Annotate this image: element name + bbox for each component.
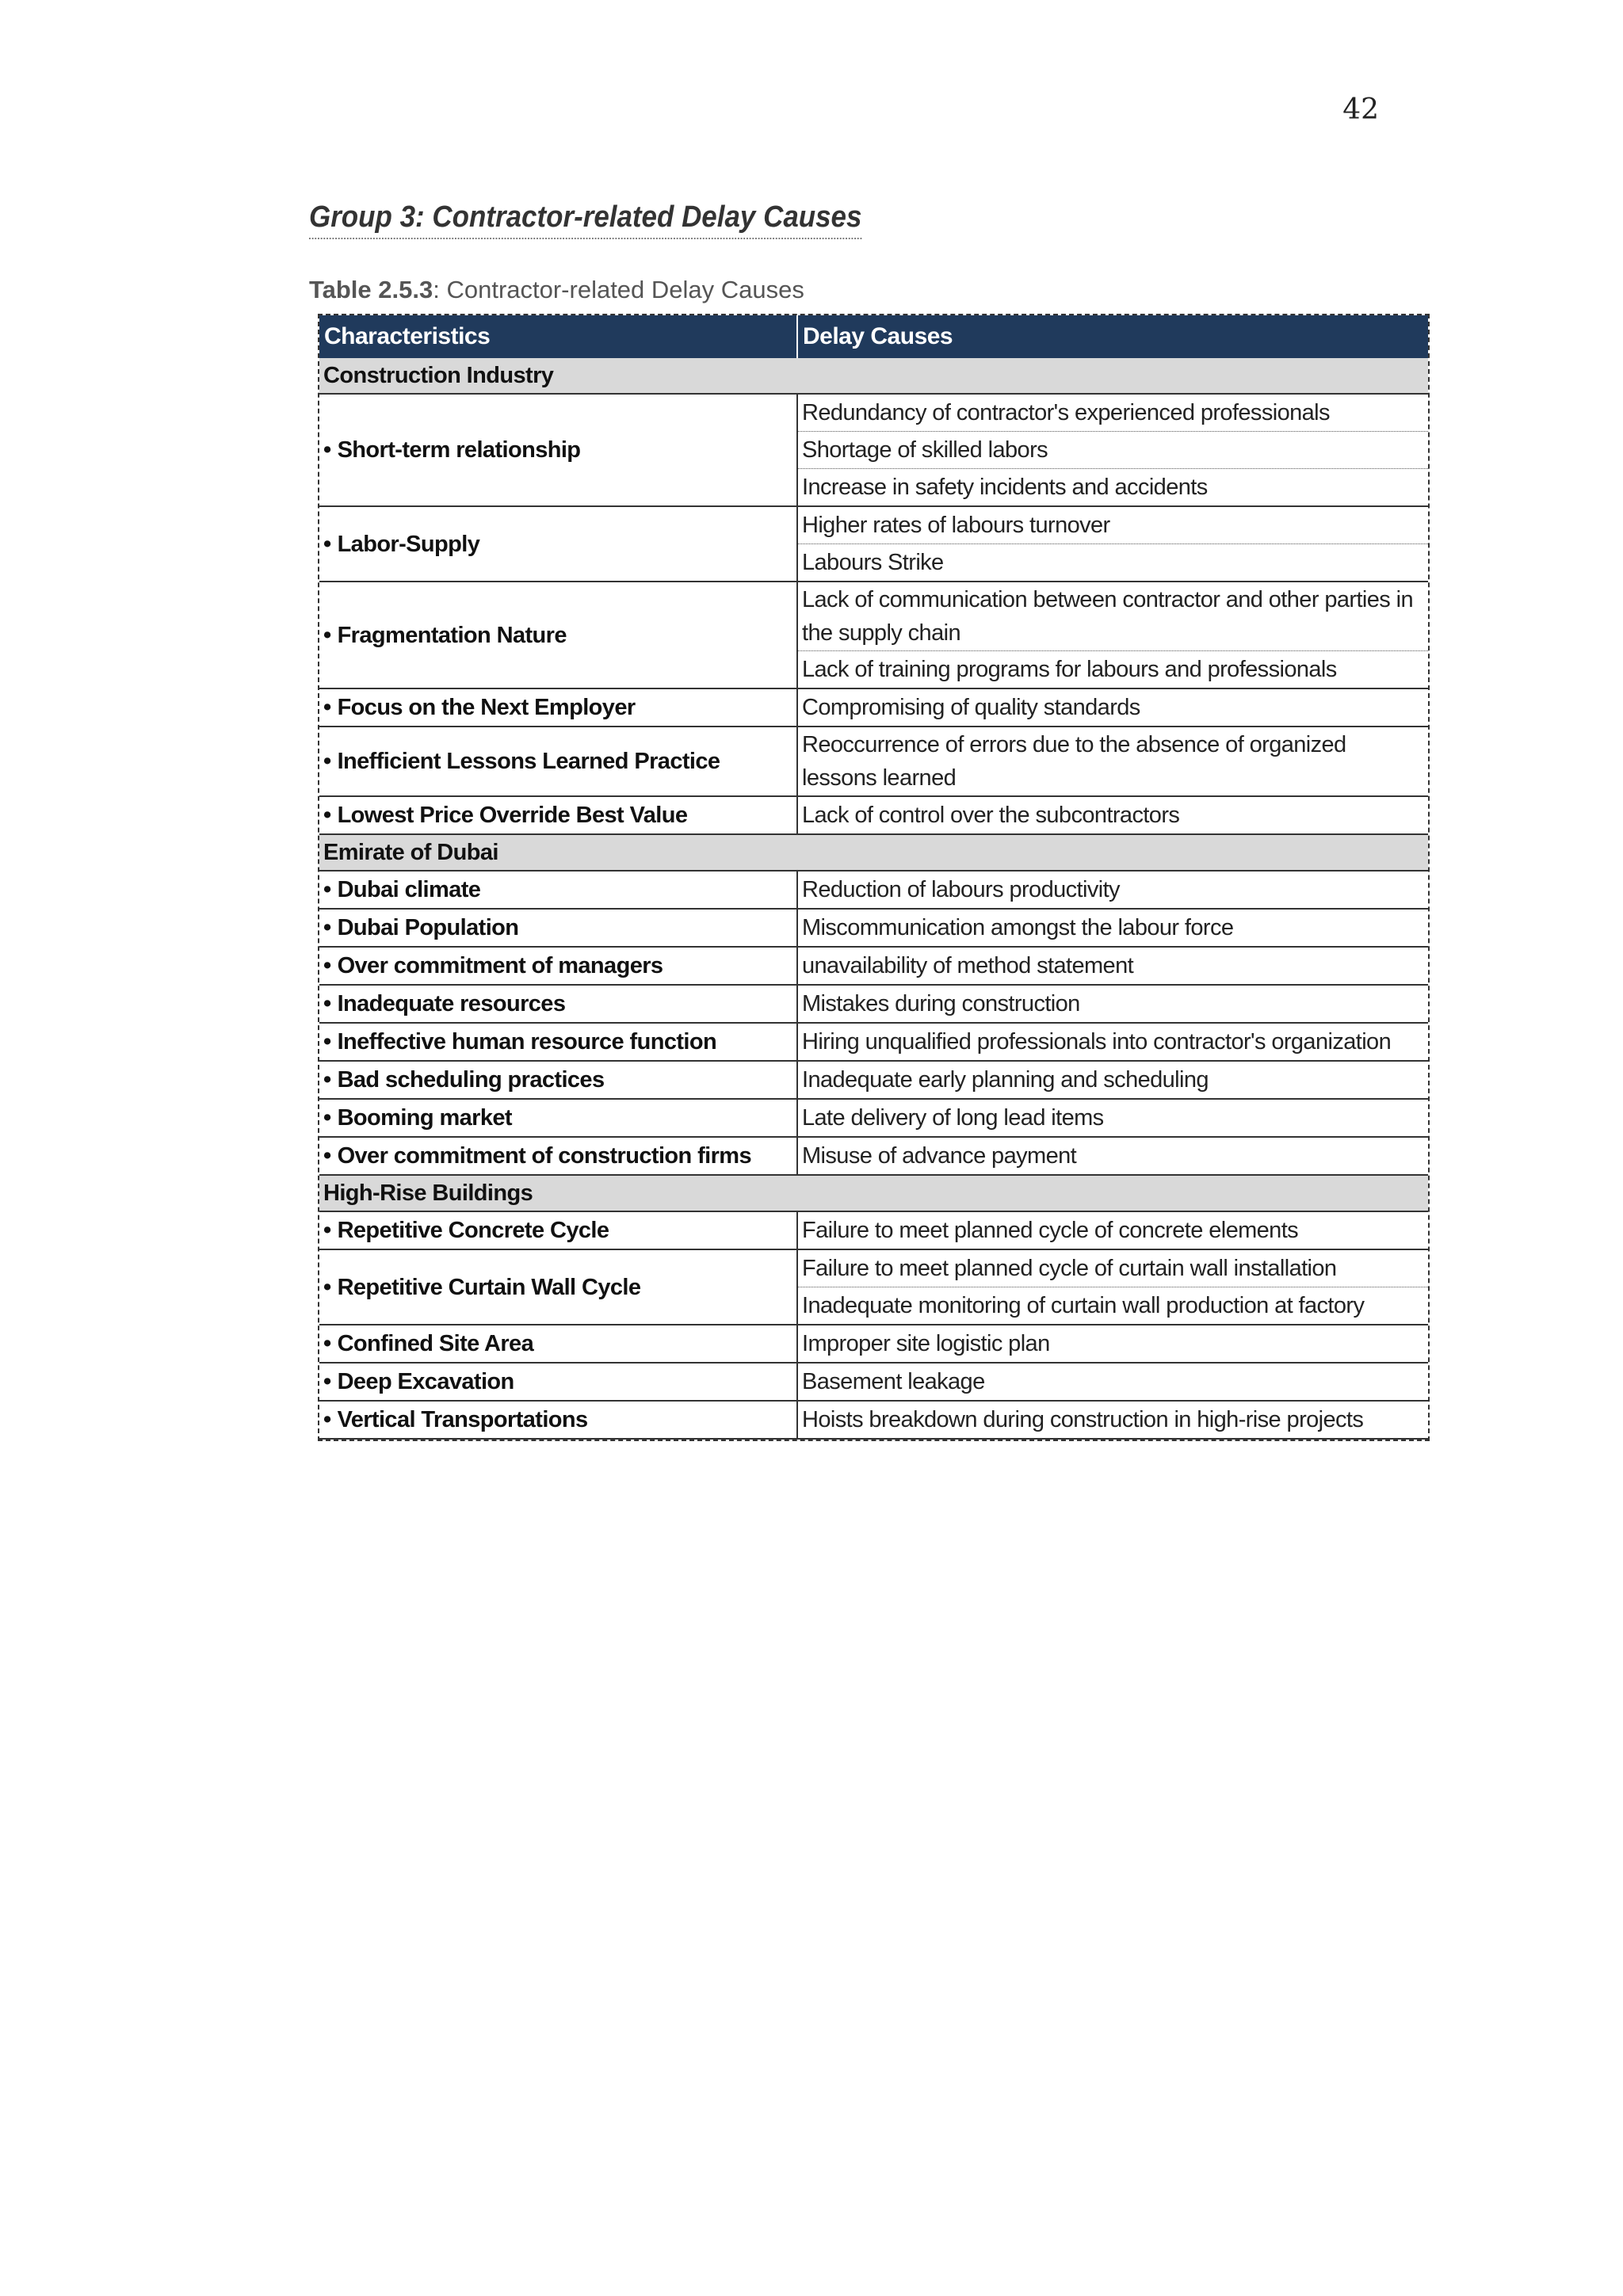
table-body <box>319 358 1428 1439</box>
table-row <box>319 1249 1428 1287</box>
characteristic-cell <box>319 727 797 796</box>
characteristic-cell <box>319 1061 797 1099</box>
characteristic-cell <box>319 985 797 1023</box>
table-row <box>319 1401 1428 1439</box>
table-row <box>319 582 1428 651</box>
delay-cause-cell: Inadequate monitoring of curtain wall production at factory <box>797 1287 1428 1325</box>
table-row <box>319 394 1428 432</box>
section-row <box>319 1175 1428 1211</box>
delay-cause-cell: Redundancy of contractor's experienced professionals <box>797 394 1428 432</box>
bullet-icon: • <box>323 622 331 648</box>
characteristic-cell <box>319 506 797 582</box>
characteristic-cell <box>319 582 797 688</box>
characteristic-cell <box>319 1099 797 1137</box>
characteristic-cell <box>319 1211 797 1249</box>
table-row <box>319 1325 1428 1363</box>
table-caption <box>309 276 804 304</box>
delay-cause-cell: Lack of training programs for labours and professionals <box>797 651 1428 689</box>
characteristic-label: Focus on the Next Employer <box>337 695 636 720</box>
characteristic-cell <box>319 871 797 909</box>
table-row <box>319 947 1428 985</box>
bullet-icon: • <box>323 1143 331 1169</box>
table-row <box>319 796 1428 834</box>
bullet-icon: • <box>323 915 331 940</box>
delay-cause-cell: Lack of control over the subcontractors <box>797 796 1428 834</box>
table-row <box>319 727 1428 796</box>
characteristic-cell <box>319 1249 797 1325</box>
characteristic-label: Inadequate resources <box>337 991 566 1016</box>
delay-cause-cell: Shortage of skilled labors <box>797 432 1428 469</box>
characteristic-label: Over commitment of construction firms <box>337 1143 752 1169</box>
section-row <box>319 358 1428 394</box>
characteristic-label: Short-term relationship <box>337 437 581 463</box>
bullet-icon: • <box>323 1067 331 1093</box>
characteristic-cell <box>319 1363 797 1401</box>
delay-cause-cell: Failure to meet planned cycle of concrete elements <box>797 1211 1428 1249</box>
delay-cause-cell: Higher rates of labours turnover <box>797 506 1428 544</box>
characteristic-label: Dubai Population <box>337 915 519 940</box>
bullet-icon: • <box>323 1218 331 1243</box>
bullet-icon: • <box>323 1105 331 1131</box>
table-row <box>319 1023 1428 1061</box>
delay-cause-cell: Hoists breakdown during construction in high-rise projects <box>797 1401 1428 1439</box>
characteristic-label: Repetitive Curtain Wall Cycle <box>337 1274 641 1300</box>
characteristic-label: Ineffective human resource function <box>337 1029 717 1055</box>
characteristic-label: Fragmentation Nature <box>337 622 567 648</box>
bullet-icon: • <box>323 953 331 978</box>
delay-cause-cell: Compromising of quality standards <box>797 688 1428 727</box>
bullet-icon: • <box>323 437 331 463</box>
characteristic-label: Bad scheduling practices <box>337 1067 605 1093</box>
characteristic-label: Repetitive Concrete Cycle <box>337 1218 609 1243</box>
characteristic-cell <box>319 394 797 506</box>
delay-causes-table <box>319 315 1428 1440</box>
bullet-icon: • <box>323 695 331 720</box>
table-row <box>319 1099 1428 1137</box>
delay-cause-cell: Improper site logistic plan <box>797 1325 1428 1363</box>
table-header-row <box>319 315 1428 358</box>
page-number: 42 <box>1342 93 1379 126</box>
characteristic-label: Inefficient Lessons Learned Practice <box>337 749 720 774</box>
delay-cause-cell: Labours Strike <box>797 544 1428 582</box>
table-row <box>319 909 1428 947</box>
table-row <box>319 506 1428 544</box>
characteristic-cell <box>319 909 797 947</box>
bullet-icon: • <box>323 877 331 902</box>
characteristic-cell <box>319 1401 797 1439</box>
table-row <box>319 1061 1428 1099</box>
table-caption-label: Table 2.5.3 <box>309 276 433 303</box>
header-delay-causes: Delay Causes <box>797 315 1428 358</box>
bullet-icon: • <box>323 1407 331 1432</box>
bullet-icon: • <box>323 1331 331 1356</box>
characteristic-cell <box>319 1023 797 1061</box>
delay-cause-cell: Mistakes during construction <box>797 985 1428 1023</box>
delay-causes-table-wrapper <box>318 314 1430 1441</box>
characteristic-label: Booming market <box>337 1105 512 1131</box>
bullet-icon: • <box>323 749 331 774</box>
table-row <box>319 1211 1428 1249</box>
characteristic-label: Vertical Transportations <box>337 1407 588 1432</box>
section-title: Emirate of Dubai <box>319 834 1428 871</box>
delay-cause-cell: Basement leakage <box>797 1363 1428 1401</box>
characteristic-cell <box>319 796 797 834</box>
delay-cause-cell: Misuse of advance payment <box>797 1137 1428 1175</box>
delay-cause-cell: Reoccurrence of errors due to the absence of organized lessons learned <box>797 727 1428 796</box>
characteristic-label: Over commitment of managers <box>337 953 663 978</box>
header-characteristics: Characteristics <box>319 315 797 358</box>
characteristic-label: Confined Site Area <box>337 1331 534 1356</box>
bullet-icon: • <box>323 1369 331 1394</box>
table-row <box>319 985 1428 1023</box>
table-caption-text: : Contractor-related Delay Causes <box>433 276 804 303</box>
characteristic-cell <box>319 1137 797 1175</box>
table-row <box>319 871 1428 909</box>
section-row <box>319 834 1428 871</box>
delay-cause-cell: Miscommunication amongst the labour force <box>797 909 1428 947</box>
delay-cause-cell: Increase in safety incidents and accidents <box>797 469 1428 507</box>
characteristic-cell <box>319 688 797 727</box>
characteristic-label: Labor-Supply <box>337 531 480 557</box>
characteristic-label: Dubai climate <box>337 877 481 902</box>
bullet-icon: • <box>323 1274 331 1300</box>
bullet-icon: • <box>323 1029 331 1055</box>
characteristic-label: Lowest Price Override Best Value <box>337 803 688 828</box>
delay-cause-cell: Hiring unqualified professionals into contractor's organization <box>797 1023 1428 1061</box>
delay-cause-cell: Lack of communication between contractor and other parties in the supply chain <box>797 582 1428 651</box>
characteristic-label: Deep Excavation <box>337 1369 514 1394</box>
table-row <box>319 1363 1428 1401</box>
characteristic-cell <box>319 1325 797 1363</box>
delay-cause-cell: Failure to meet planned cycle of curtain wall installation <box>797 1249 1428 1287</box>
characteristic-cell <box>319 947 797 985</box>
table-row <box>319 688 1428 727</box>
bullet-icon: • <box>323 803 331 828</box>
section-title: Construction Industry <box>319 358 1428 394</box>
delay-cause-cell: Reduction of labours productivity <box>797 871 1428 909</box>
bullet-icon: • <box>323 531 331 557</box>
bullet-icon: • <box>323 991 331 1016</box>
delay-cause-cell: unavailability of method statement <box>797 947 1428 985</box>
section-title: High-Rise Buildings <box>319 1175 1428 1211</box>
delay-cause-cell: Inadequate early planning and scheduling <box>797 1061 1428 1099</box>
group-heading: Group 3: Contractor-related Delay Causes <box>309 198 861 239</box>
table-row <box>319 1137 1428 1175</box>
delay-cause-cell: Late delivery of long lead items <box>797 1099 1428 1137</box>
